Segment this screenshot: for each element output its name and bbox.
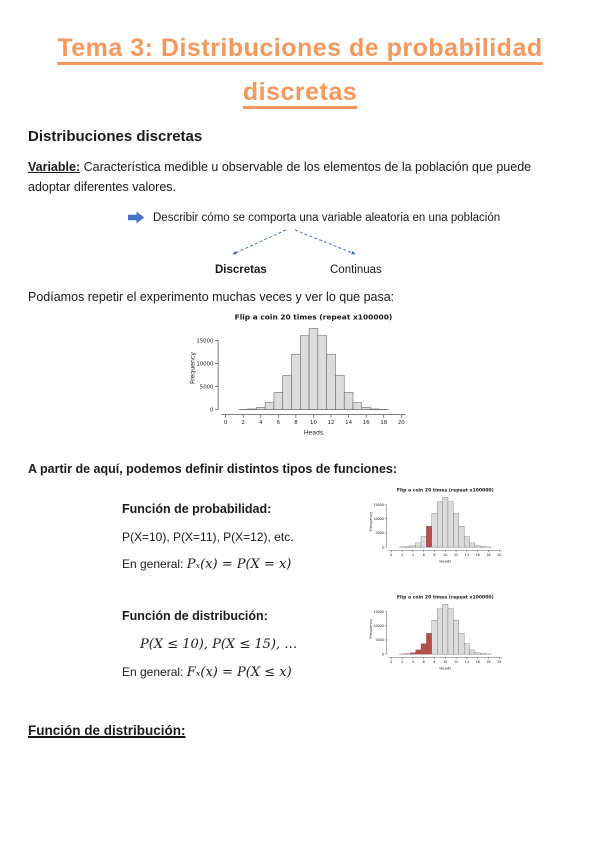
coin-flip-histogram	[186, 310, 414, 447]
bar-x4	[256, 407, 265, 409]
bar-x15	[470, 650, 475, 654]
cumulative-highlight-histogram	[367, 593, 507, 677]
x-tick-label: 4	[411, 552, 414, 557]
bar-x8	[292, 354, 301, 409]
bar-x15	[353, 403, 362, 410]
chart-title: Flip a coin 20 times (repeat x100000)	[234, 312, 393, 322]
branch-arrow-left	[233, 230, 286, 254]
x-tick-label: 0	[390, 552, 393, 557]
distribution-function-examples: P(X ≤ 10), P(X ≤ 15), …	[140, 636, 298, 652]
bar-x5	[265, 403, 274, 410]
x-tick-label: 12	[453, 552, 459, 557]
function-blocks	[122, 488, 572, 693]
distribution-function-row	[122, 595, 572, 693]
y-tick-label: 10000	[373, 623, 384, 628]
bar-x14	[464, 643, 469, 653]
x-tick-label: 16	[362, 419, 370, 426]
probability-formula: Pₓ(x) = P(X = x)	[186, 556, 292, 572]
bar-x14	[464, 536, 469, 546]
x-tick-label: 16	[475, 552, 480, 557]
x-tick-label: 2	[401, 659, 404, 664]
probability-function-row	[122, 488, 572, 585]
x-tick-label: 2	[401, 552, 404, 557]
bar-x12	[327, 354, 336, 409]
x-tick-label: 6	[422, 659, 425, 664]
bar-x11	[448, 609, 453, 654]
main-chart-area	[28, 310, 572, 452]
bar-x5	[416, 650, 421, 654]
y-axis-label: Frequency	[189, 352, 197, 385]
x-axis-label: Heads	[303, 429, 324, 437]
bar-x14	[344, 392, 353, 409]
y-tick-label: 10000	[373, 516, 384, 521]
experiment-text: Podíamos repetir el experimento muchas veces y ver lo que pasa:	[28, 290, 395, 304]
bar-x7	[426, 526, 431, 547]
y-tick-label: 5000	[375, 531, 384, 536]
x-tick-label: 0	[390, 659, 393, 664]
distribution-formula: Fₓ(x) = P(X ≤ x)	[186, 664, 292, 680]
probability-function-text	[122, 494, 367, 585]
y-tick-label: 15000	[196, 338, 214, 345]
probability-function-examples: P(X=10), P(X=11), P(X=12), etc.	[122, 529, 294, 544]
x-tick-label: 14	[345, 419, 353, 426]
section-heading-funcion-distribucion: Función de distribución:	[28, 722, 186, 738]
bar-x9	[437, 609, 442, 654]
bar-x17	[371, 409, 380, 410]
variable-term: Variable:	[28, 160, 81, 174]
variable-paragraph	[28, 157, 572, 197]
x-tick-label: 6	[276, 419, 281, 426]
x-tick-label: 16	[475, 659, 480, 664]
bar-x16	[475, 546, 480, 547]
bar-x12	[453, 513, 458, 547]
bar-x7	[426, 633, 431, 654]
x-tick-label: 6	[422, 552, 425, 557]
bar-x9	[300, 336, 309, 410]
x-tick-label: 14	[464, 659, 469, 664]
bar-x16	[475, 653, 480, 654]
branch-label-discretas: Discretas	[215, 264, 267, 276]
bar-x3	[248, 409, 257, 410]
probability-general-row	[122, 557, 367, 572]
bar-x7	[283, 375, 292, 409]
bar-x16	[362, 407, 371, 409]
bar-x6	[274, 392, 283, 409]
y-tick-label: 15000	[373, 609, 384, 614]
bar-x8	[432, 513, 437, 547]
y-tick-label: 0	[381, 652, 384, 657]
branch-arrows	[211, 228, 377, 260]
x-tick-label: 2	[241, 419, 245, 426]
x-tick-label: 10	[443, 552, 448, 557]
bar-x5	[416, 543, 421, 547]
bar-x6	[421, 536, 426, 546]
bar-x13	[459, 633, 464, 654]
bar-x13	[335, 375, 344, 409]
x-tick-label: 0	[223, 419, 228, 426]
branch-label-continuas: Continuas	[330, 264, 382, 276]
x-tick-label: 20	[497, 659, 502, 664]
x-tick-label: 12	[453, 659, 459, 664]
bar-x8	[432, 620, 437, 654]
y-tick-label: 10000	[196, 361, 214, 368]
distribution-function-text	[122, 601, 367, 693]
bar-x10	[443, 497, 448, 547]
branch-diagram	[28, 226, 572, 280]
distribution-general-row	[122, 665, 367, 680]
right-arrow-icon	[128, 211, 145, 224]
bar-x12	[453, 620, 458, 654]
arrow-note-row	[128, 211, 572, 224]
x-tick-label: 14	[464, 552, 469, 557]
bar-x10	[443, 604, 448, 654]
x-axis-label: Heads	[439, 558, 452, 564]
x-tick-label: 20	[497, 552, 502, 557]
x-tick-label: 18	[486, 659, 491, 664]
x-tick-label: 8	[294, 419, 298, 426]
x-tick-label: 18	[486, 552, 491, 557]
y-tick-label: 5000	[199, 384, 214, 391]
bar-x15	[470, 543, 475, 547]
branch-arrow-right	[295, 230, 355, 254]
y-axis-label: Frequency	[368, 511, 374, 532]
x-tick-label: 8	[433, 659, 436, 664]
bar-x6	[421, 643, 426, 653]
distribution-function-heading: Función de distribución:	[122, 608, 268, 623]
x-tick-label: 10	[310, 419, 317, 426]
general-label: En general:	[122, 664, 184, 679]
chart-title: Flip a coin 20 times (repeat x100000)	[396, 595, 494, 601]
section-heading-distribuciones: Distribuciones discretas	[28, 128, 203, 145]
probability-function-heading: Función de probabilidad:	[122, 501, 272, 516]
x-tick-label: 8	[433, 552, 436, 557]
x-tick-label: 12	[327, 419, 335, 426]
bar-x13	[459, 526, 464, 547]
general-label: En general:	[122, 556, 184, 571]
chart-title: Flip a coin 20 times (repeat x100000)	[396, 488, 494, 494]
bar-x11	[318, 336, 327, 410]
page-title: Tema 3: Distribuciones de probabilidad discretas	[57, 34, 543, 106]
bar-x4	[410, 546, 415, 547]
bar-x9	[437, 502, 442, 547]
variable-definition: Característica medible u observable de los elementos de la población que puede adoptar diferentes valores.	[28, 160, 532, 194]
x-tick-label: 20	[397, 419, 405, 426]
arrow-note-text: Describir cómo se comporta una variable aleatoria en una población	[153, 211, 501, 224]
probability-highlight-histogram	[367, 486, 507, 570]
bar-x11	[448, 502, 453, 547]
y-tick-label: 0	[381, 545, 384, 550]
bar-x4	[410, 653, 415, 654]
x-tick-label: 10	[443, 659, 448, 664]
x-tick-label: 18	[380, 419, 388, 426]
y-axis-label: Frequency	[368, 618, 374, 639]
x-tick-label: 4	[259, 419, 263, 426]
y-tick-label: 15000	[373, 502, 384, 507]
x-tick-label: 4	[411, 659, 414, 664]
functions-intro: A partir de aquí, podemos definir distintos tipos de funciones:	[28, 461, 398, 476]
bar-x10	[309, 328, 318, 409]
y-tick-label: 0	[210, 407, 214, 414]
x-axis-label: Heads	[439, 665, 452, 671]
y-tick-label: 5000	[375, 638, 384, 643]
